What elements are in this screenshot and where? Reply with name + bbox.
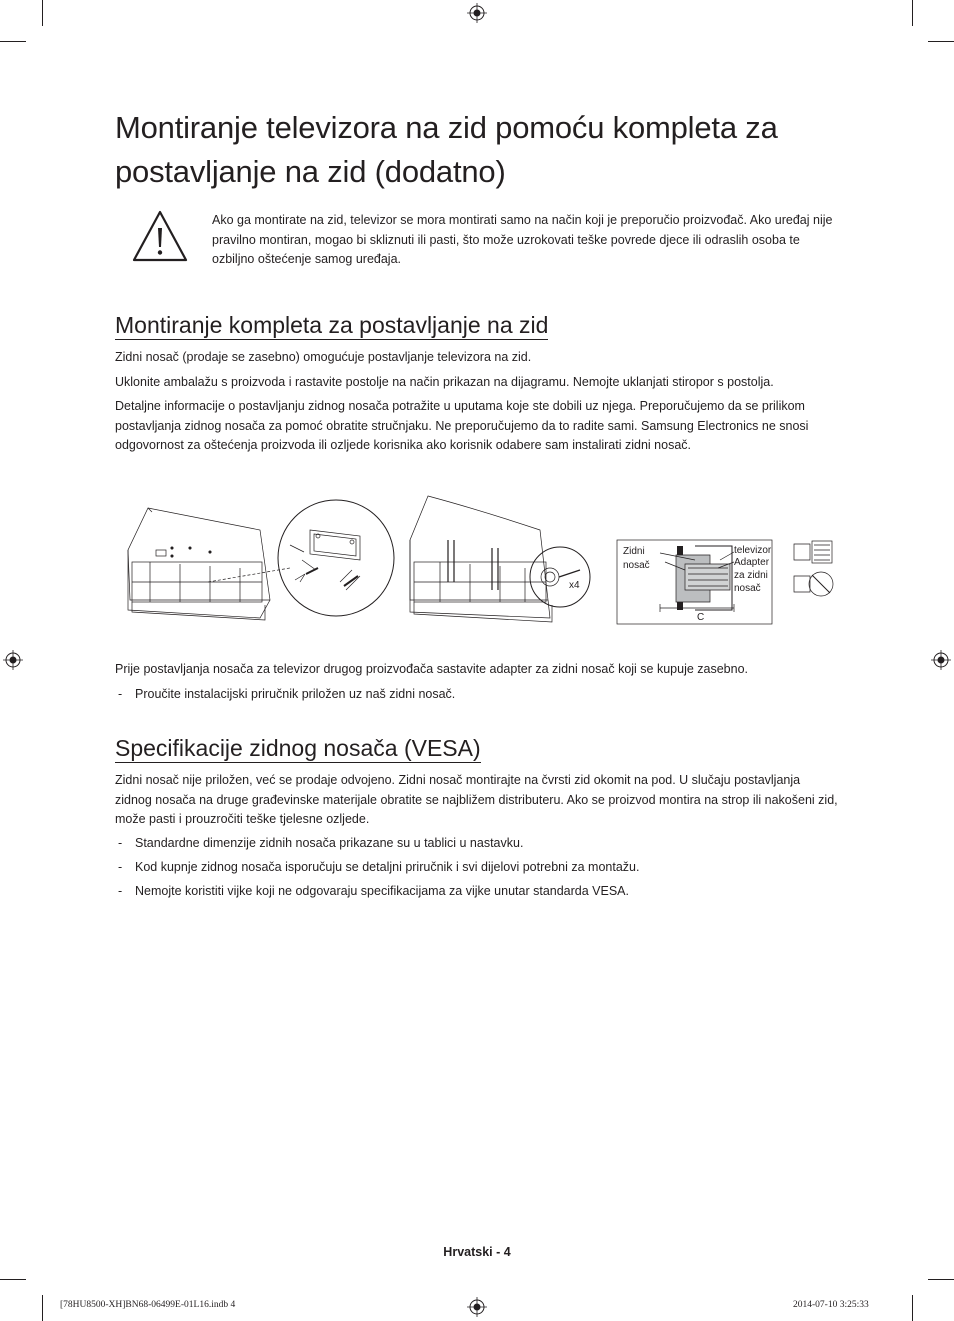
- adapter-label: nosač: [734, 583, 761, 594]
- crop-mark: [0, 41, 26, 42]
- print-slug-left: [78HU8500-XH]BN68-06499E-01L16.indb 4: [60, 1300, 236, 1310]
- page-number: Hrvatski - 4: [443, 1245, 511, 1259]
- paragraph: Zidni nosač (prodaje se zasebno) omogućuje postavljanje televizora na zid.: [115, 350, 532, 364]
- paragraph: Detaljne informacije o postavljanju zidnog nosača potražite u uputama koje ste dobili uz njega. Preporučujemo da se prilikom postavljanja zidnog nosača za pomoć obratite stručnjaku. Ne preporučujemo da to radite sami. Samsung Electronics ne snosi odgovornost za oštećenja proizvoda ili ozljede korisnika ako korisnik odabere sam instalirati zidni nosač.: [115, 399, 809, 452]
- warning-text: Ako ga montirate na zid, televizor se mora montirati samo na način koji je preporučio proizvođač. Ako uređaj nije pravilno montiran, mogao bi skliznuti ili pasti, što može uzrokovati teške povrede djece ili odraslih osoba te ozbiljno oštećenje samog uređaja.: [212, 213, 833, 266]
- registration-mark-icon: [467, 3, 487, 23]
- warning-triangle-icon: [131, 209, 189, 263]
- adapter-label: za zidni: [734, 570, 768, 581]
- wall-mount-diagram: [120, 490, 840, 635]
- screw-comparison-icons: [794, 541, 833, 596]
- dimension-c-label: C: [697, 612, 705, 623]
- registration-mark-icon: [467, 1297, 487, 1317]
- registration-mark-icon: [3, 650, 23, 670]
- print-slug-right: 2014-07-10 3:25:33: [793, 1300, 869, 1310]
- crop-mark: [928, 41, 954, 42]
- section-heading-vesa: Specifikacije zidnog nosača (VESA): [115, 735, 481, 761]
- crop-mark: [928, 1279, 954, 1280]
- zoom-detail-bracket-removal: [278, 500, 394, 616]
- page-title: Montiranje televizora na zid pomoću kompleta za postavljanje na zid (dodatno): [115, 110, 778, 189]
- crop-mark: [912, 0, 913, 26]
- paragraph: Zidni nosač nije priložen, već se prodaje odvojeno. Zidni nosač montirajte na čvrsti zid okomit na pod. U slučaju postavljanja zidnog nosača na druge građevinske materijale obratite se najbližem distributeru. Ako se proizvod montira na strop ili nakošeni zid, može pasti i prouzročiti teške tjelesne ozljede.: [115, 773, 838, 826]
- crop-mark: [0, 1279, 26, 1280]
- crop-mark: [42, 0, 43, 26]
- registration-mark-icon: [931, 650, 951, 670]
- wall-bracket-label: Zidni: [623, 546, 645, 557]
- adapter-label: Adapter: [734, 557, 770, 568]
- paragraph: Uklonite ambalažu s proizvoda i rastavite postolje na način prikazan na dijagramu. Nemojte uklanjati stiropor s postolja.: [115, 375, 774, 389]
- crop-mark: [42, 1295, 43, 1321]
- wall-bracket-label: nosač: [623, 560, 650, 571]
- paragraph: Prije postavljanja nosača za televizor drugog proizvođača sastavite adapter za zidni nosač koji se kupuje zasebno.: [115, 662, 749, 676]
- section-heading-mounting-kit: Montiranje kompleta za postavljanje na zid: [115, 312, 549, 338]
- screw-count-label: x4: [569, 580, 580, 591]
- tv-rear-with-bracket-illustration: [410, 496, 552, 622]
- tv-label: televizor: [734, 545, 772, 556]
- tv-rear-illustration: [128, 508, 270, 620]
- crop-mark: [912, 1295, 913, 1321]
- zoom-detail-screw: [530, 547, 590, 607]
